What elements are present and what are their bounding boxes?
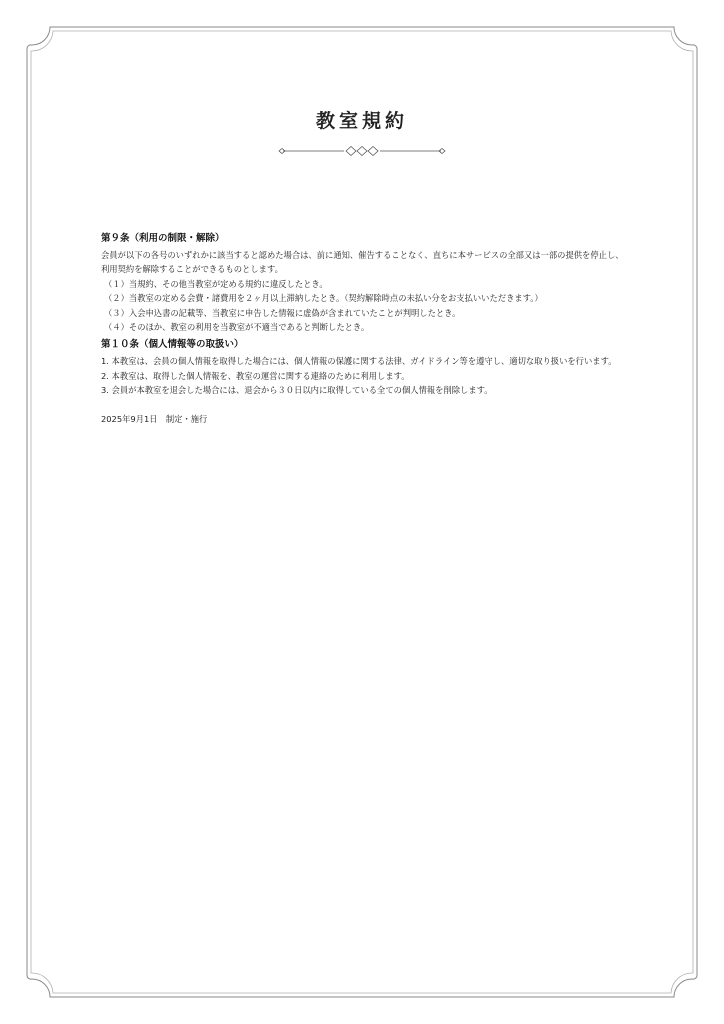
enactment-date: 2025年9月1日 制定・施行 [101, 413, 208, 424]
article-9-heading: 第９条（利用の制限・解除） [101, 233, 225, 244]
article-9-item-4: （４）そのほか、教室の利用を当教室が不適当であると判断したとき。 [104, 322, 370, 333]
article-10-item-3: 3. 会員が本教室を退会した場合には、退会から３０日以内に取得している全ての個人情報を削除します。 [101, 385, 493, 396]
document-title: 教室規約 [315, 110, 408, 132]
article-10-item-2: 2. 本教室は、取得した個人情報を、教室の運営に関する連絡のために利用します。 [101, 370, 410, 381]
article-10-item-1: 1. 本教室は、会員の個人情報を取得した場合には、個人情報の保護に関する法律、ガイドライン等を遵守し、適切な取り扱いを行います。 [101, 356, 617, 367]
document-body [101, 232, 631, 426]
article-9-item-3: （３）入会申込書の記載等、当教室に申告した情報に虚偽が含まれていたことが判明したとき。 [104, 307, 461, 318]
title-divider-ornament [278, 145, 446, 157]
article-10-heading: 第１０条（個人情報等の取扱い） [101, 339, 244, 351]
article-9-intro: 会員が以下の各号のいずれかに該当すると認めた場合は、前に通知、催告することなく、直ちに本サービスの全部又は一部の提供を停止し、利用契約を解除することができるものとします。 [101, 250, 624, 275]
article-9-item-1: （１）当規約、その他当教室が定める規約に違反したとき。 [104, 278, 328, 289]
article-9-item-2: （２）当教室の定める会費・諸費用を２ヶ月以上滞納したとき。（契約解除時点の未払い分をお支払いいただきます。） [104, 293, 543, 304]
